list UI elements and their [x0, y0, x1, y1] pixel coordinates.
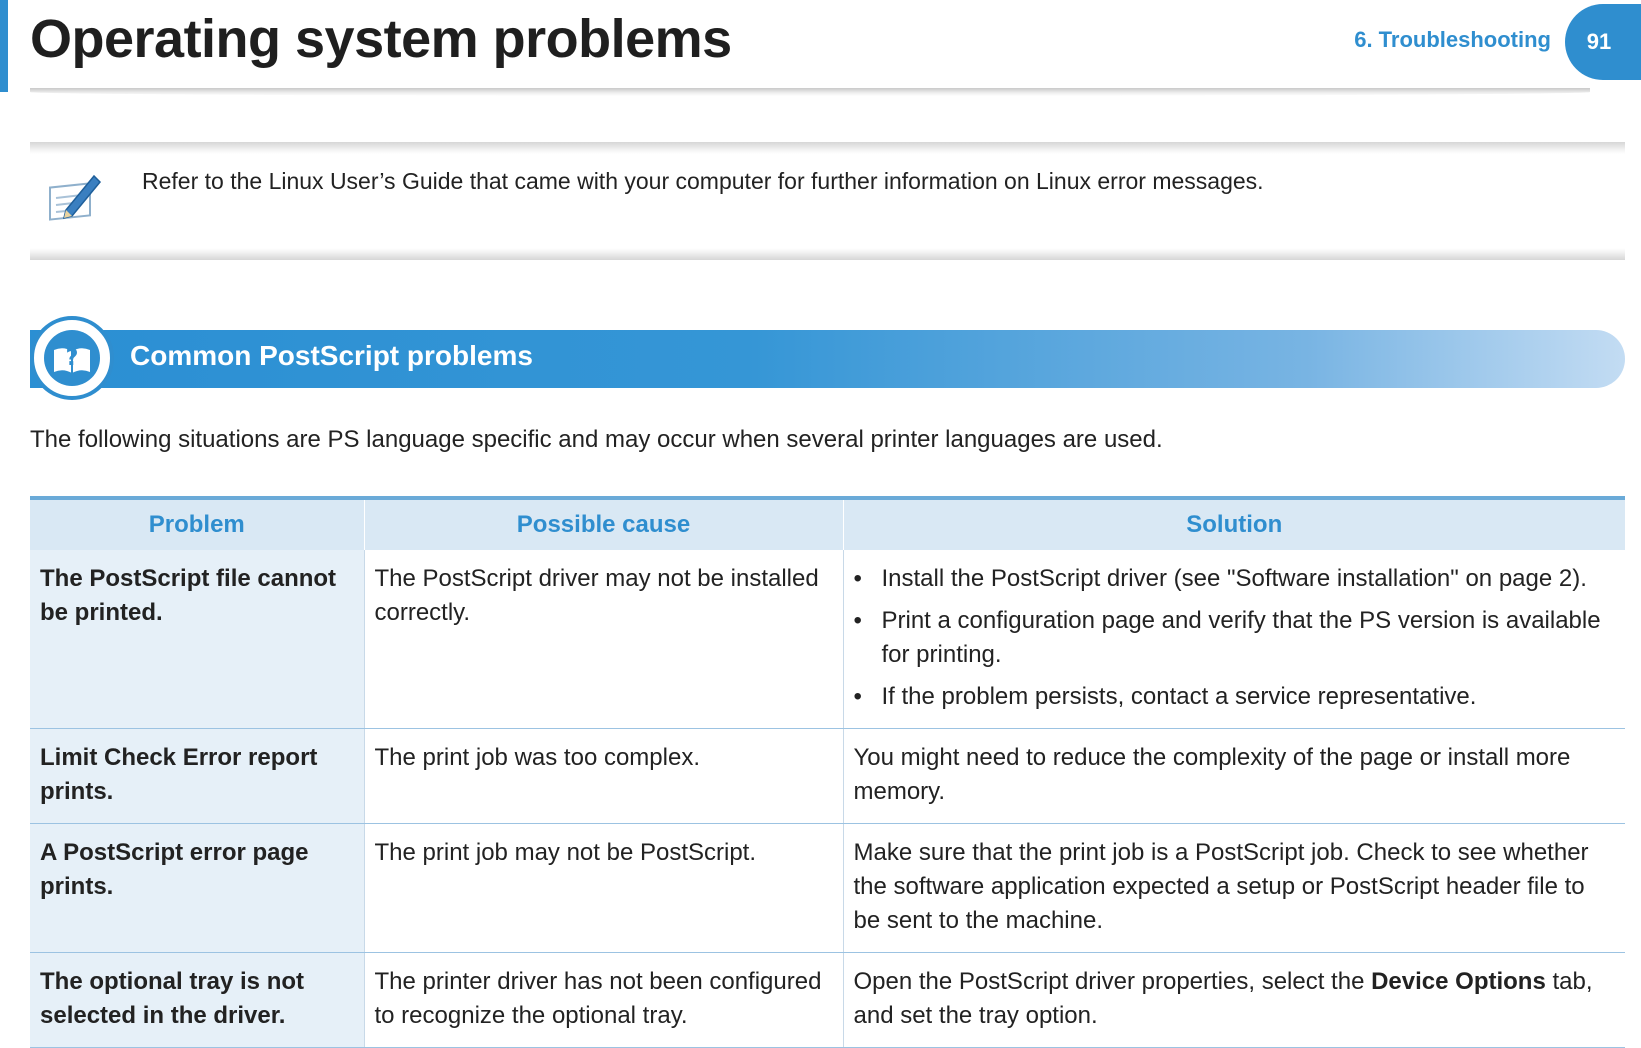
page-number-badge [1565, 4, 1641, 80]
page-title: Operating system problems [30, 9, 732, 69]
table-header-row [30, 498, 1625, 550]
solution-item: • Install the PostScript driver (see "Software installation" on page 2). [854, 562, 1616, 596]
header-divider [30, 88, 1590, 96]
page-number: 91 [1586, 29, 1612, 54]
note-pencil-icon [46, 170, 104, 228]
problem-cell: A PostScript error page prints. [30, 824, 364, 953]
solution-text-post: tab, and set the tray option. [853, 968, 1593, 1029]
solution-cell [843, 550, 1625, 729]
svg-text:?: ? [65, 346, 79, 371]
table-row [30, 729, 1625, 824]
column-header-cause: Possible cause [364, 498, 843, 550]
section-title: Common PostScript problems [130, 340, 533, 371]
problem-cell: Limit Check Error report prints. [30, 729, 364, 824]
solution-cell: You might need to reduce the complexity of the page or install more memory. [843, 729, 1625, 824]
solution-text-pre: Open the PostScript driver properties, select the [853, 968, 1372, 995]
solution-list [854, 562, 1616, 714]
problems-table [30, 496, 1625, 1048]
note-text: Refer to the Linux User’s Guide that came with your computer for further information on Linux error messages. [142, 168, 1264, 194]
section-icon-badge [30, 316, 114, 400]
note-box [30, 142, 1625, 260]
section-label: 6. Troubleshooting [1354, 27, 1551, 52]
problem-cell: The PostScript file cannot be printed. [30, 550, 364, 729]
cause-cell: The printer driver has not been configured to recognize the optional tray. [364, 953, 843, 1048]
header-accent-bar [0, 0, 8, 92]
column-header-solution: Solution [843, 498, 1625, 550]
column-header-problem: Problem [30, 498, 364, 550]
solution-item: • Print a configuration page and verify that the PS version is available for printing. [854, 604, 1616, 672]
note-rule-bottom [30, 248, 1625, 260]
cause-cell: The print job was too complex. [364, 729, 843, 824]
help-book-icon [42, 328, 102, 388]
table-row [30, 824, 1625, 953]
note-rule-top [30, 142, 1625, 154]
problem-cell: The optional tray is not selected in the driver. [30, 953, 364, 1048]
solution-cell: Make sure that the print job is a PostScript job. Check to see whether the software application expected a setup or PostScript header file to be sent to the machine. [843, 824, 1625, 953]
device-options-term: Device Options [1371, 968, 1546, 995]
cause-cell: The print job may not be PostScript. [364, 824, 843, 953]
intro-paragraph: The following situations are PS language specific and may occur when several printer languages are used. [30, 426, 1163, 453]
cause-cell: The PostScript driver may not be installed correctly. [364, 550, 843, 729]
table-row [30, 550, 1625, 729]
solution-item: • If the problem persists, contact a service representative. [854, 680, 1616, 714]
table-row [30, 953, 1625, 1048]
solution-cell [843, 953, 1625, 1048]
